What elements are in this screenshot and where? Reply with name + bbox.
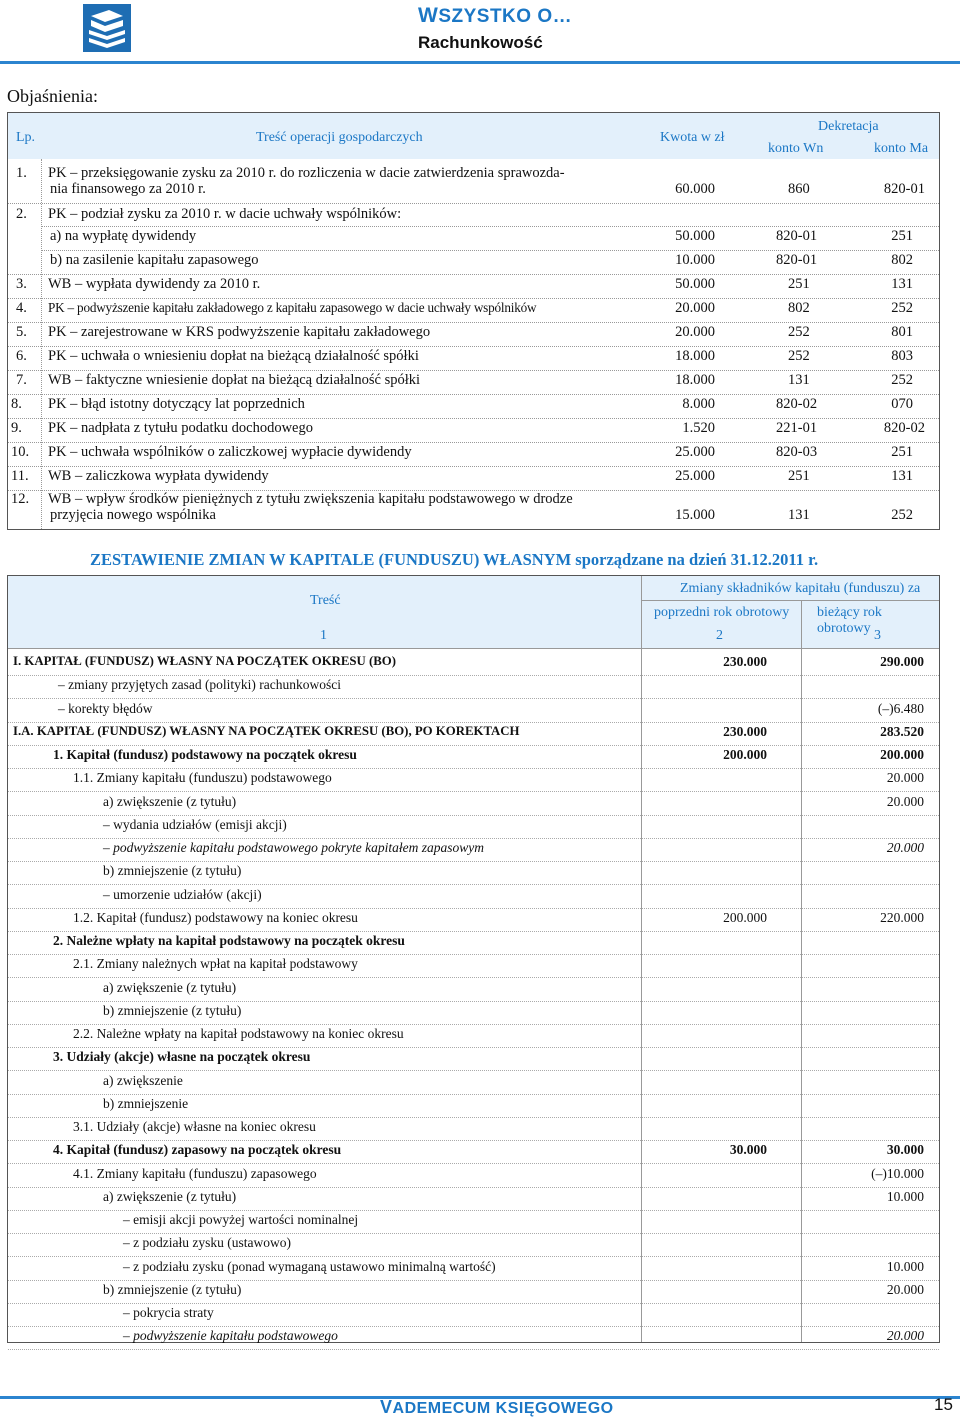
row-curr-year-value: 20.000 xyxy=(886,1328,924,1344)
row-text: PK – podział zysku za 2010 r. w dacie uchwały wspólników: xyxy=(48,206,402,222)
row-amount: 15.000 xyxy=(675,507,715,523)
series-title: WSZYSTKO O… xyxy=(418,4,573,27)
row-text: 1.2. Kapitał (fundusz) podstawowy na koniec okresu xyxy=(73,909,358,925)
table-row xyxy=(8,165,939,203)
row-credit-account: 801 xyxy=(891,324,913,340)
row-text: I. KAPITAŁ (FUNDUSZ) WŁASNY NA POCZĄTEK OKRESU (BO) xyxy=(13,654,396,668)
table-row xyxy=(8,276,939,300)
row-text-continued: nia finansowego za 2010 r. xyxy=(50,181,206,197)
row-separator xyxy=(8,466,939,467)
row-number: 7. xyxy=(16,372,27,388)
row-debit-account: 131 xyxy=(788,507,810,523)
row-text: – pokrycia straty xyxy=(123,1305,214,1320)
row-curr-year-value: 283.520 xyxy=(880,723,924,739)
table-row xyxy=(8,491,939,535)
row-separator xyxy=(8,442,939,443)
row-credit-account: 252 xyxy=(891,300,913,316)
row-text: – z podziału zysku (ustawowo) xyxy=(123,1235,291,1251)
row-text: PK – podwyższenie kapitału zakładowego z kapitału zapasowego w dacie uchwały wspólników xyxy=(48,300,537,315)
table-row xyxy=(8,1210,939,1233)
row-debit-account: 820-01 xyxy=(776,228,818,244)
column-divider xyxy=(41,159,42,529)
table-row xyxy=(8,745,939,768)
row-number: 4. xyxy=(16,300,27,316)
row-text: PK – nadpłata z tytułu podatku dochodowego xyxy=(48,420,313,436)
row-credit-account: 252 xyxy=(891,372,913,388)
row-text: PK – błąd istotny dotyczący lat poprzednich xyxy=(48,396,305,412)
row-credit-account: 251 xyxy=(891,444,913,460)
row-amount: 20.000 xyxy=(675,300,715,316)
column-number-1: 1 xyxy=(320,628,327,643)
row-amount: 1.520 xyxy=(682,420,715,436)
table-row xyxy=(8,1280,939,1303)
row-text: I.A. KAPITAŁ (FUNDUSZ) WŁASNY NA POCZĄTEK OKRESU (BO), PO KOREKTACH xyxy=(13,723,520,738)
row-debit-account: 802 xyxy=(788,300,810,316)
table-row xyxy=(8,1047,939,1070)
header-content: Treść operacji gospodarczych xyxy=(256,130,423,145)
row-text: – korekty błędów xyxy=(58,700,153,716)
row-text: PK – przeksięgowanie zysku za 2010 r. do rozliczenia w dacie zatwierdzenia sprawozda- xyxy=(48,165,565,181)
row-separator xyxy=(8,1349,939,1350)
row-curr-year-value: 220.000 xyxy=(880,909,924,925)
row-amount: 50.000 xyxy=(675,228,715,244)
row-curr-year-value: 10.000 xyxy=(886,1258,924,1274)
row-curr-year-value: 20.000 xyxy=(886,770,924,786)
row-amount: 60.000 xyxy=(675,181,715,197)
row-text: a) zwiększenie xyxy=(103,1072,183,1088)
row-debit-account: 820-03 xyxy=(776,444,818,460)
column-divider xyxy=(801,648,802,1342)
table-row xyxy=(8,652,939,675)
row-text: b) zmniejszenie (z tytułu) xyxy=(103,1281,242,1297)
row-text: 1.1. Zmiany kapitału (funduszu) podstawowego xyxy=(73,770,332,786)
row-separator xyxy=(8,394,939,395)
row-debit-account: 860 xyxy=(788,181,810,197)
equity-statement-title: ZESTAWIENIE ZMIAN W KAPITALE (FUNDUSZU) WŁASNYM sporządzane na dzień 31.12.2011 r. xyxy=(90,550,819,569)
explanations-title: Objaśnienia: xyxy=(7,86,98,106)
table-row xyxy=(8,1233,939,1256)
row-amount: 25.000 xyxy=(675,444,715,460)
row-number: 6. xyxy=(16,348,27,364)
table-row xyxy=(8,768,939,791)
row-prev-year-value: 200.000 xyxy=(723,747,767,762)
books-icon xyxy=(83,4,131,52)
table-row xyxy=(8,908,939,931)
header-lp: Lp. xyxy=(16,130,36,145)
row-text: PK – uchwała wspólników o zaliczkowej wypłacie dywidendy xyxy=(48,444,412,460)
table-row xyxy=(8,396,939,420)
row-curr-year-value: (–)10.000 xyxy=(871,1165,924,1181)
table-row xyxy=(8,1257,939,1280)
column-number-2: 2 xyxy=(716,628,723,643)
row-debit-account: 131 xyxy=(788,372,810,388)
row-text: – emisji akcji powyżej wartości nominalnej xyxy=(123,1212,359,1227)
row-debit-account: 820-02 xyxy=(776,396,818,412)
table-row xyxy=(8,1140,939,1163)
row-number: 10. xyxy=(11,444,30,460)
row-text: – podwyższenie kapitału podstawowego xyxy=(123,1328,338,1344)
row-prev-year-value: 230.000 xyxy=(723,723,767,739)
row-number: 11. xyxy=(11,468,29,484)
header-changes: Zmiany składników kapitału (funduszu) za xyxy=(680,581,921,596)
table-row xyxy=(8,1001,939,1024)
table-row xyxy=(8,1303,939,1326)
header-rule xyxy=(0,61,960,64)
row-text: b) zmniejszenie (z tytułu) xyxy=(103,863,242,879)
row-amount: 18.000 xyxy=(675,372,715,388)
row-curr-year-value: 20.000 xyxy=(886,1281,924,1297)
row-text-continued: przyjęcia nowego wspólnika xyxy=(50,507,216,523)
row-curr-year-value: 10.000 xyxy=(886,1188,924,1204)
row-text: b) na zasilenie kapitału zapasowego xyxy=(50,252,259,268)
table-row xyxy=(8,444,939,468)
row-debit-account: 251 xyxy=(788,468,810,484)
column-number-3: 3 xyxy=(874,628,881,643)
row-separator xyxy=(8,274,939,275)
row-curr-year-value: 290.000 xyxy=(880,654,924,669)
row-credit-account: 070 xyxy=(891,396,913,412)
row-number: 3. xyxy=(16,276,27,292)
row-number: 12. xyxy=(11,491,30,507)
row-text: 2.1. Zmiany należnych wpłat na kapitał podstawowy xyxy=(73,956,358,972)
row-separator xyxy=(8,322,939,323)
row-prev-year-value: 200.000 xyxy=(723,909,767,925)
footer-title: VADEMECUM KSIĘGOWEGO xyxy=(380,1397,614,1417)
table-row xyxy=(8,978,939,1001)
row-credit-account: 252 xyxy=(891,507,913,523)
header-prev-year: poprzedni rok obrotowy xyxy=(654,605,790,620)
row-text: 3. Udziały (akcje) własne na początek okresu xyxy=(53,1049,311,1065)
row-credit-account: 820-02 xyxy=(883,420,925,436)
row-text: 2.2. Należne wpłaty na kapitał podstawowy na koniec okresu xyxy=(73,1026,404,1041)
row-separator xyxy=(8,298,939,299)
row-prev-year-value: 30.000 xyxy=(729,1142,767,1158)
header-curr-year: bieżący rok obrotowy xyxy=(817,605,882,636)
table-row xyxy=(8,861,939,884)
row-separator xyxy=(8,418,939,419)
operations-table xyxy=(7,112,940,530)
row-text: PK – uchwała o wniesieniu dopłat na bieżącą działalność spółki xyxy=(48,348,419,364)
table-row xyxy=(8,1164,939,1187)
table-row xyxy=(8,1117,939,1140)
table-row xyxy=(8,675,939,698)
row-text: 3.1. Udziały (akcje) własne na koniec okresu xyxy=(73,1119,316,1134)
row-prev-year-value: 230.000 xyxy=(723,654,767,669)
row-text: a) zwiększenie (z tytułu) xyxy=(103,1188,237,1204)
row-credit-account: 802 xyxy=(891,252,913,268)
header-amount: Kwota w zł xyxy=(660,130,725,145)
row-credit-account: 803 xyxy=(891,348,913,364)
row-text: WB – faktyczne wniesienie dopłat na bieżącą działalność spółki xyxy=(48,372,421,388)
row-amount: 10.000 xyxy=(675,252,715,268)
row-curr-year-value: (–)6.480 xyxy=(877,700,924,716)
row-amount: 25.000 xyxy=(675,468,715,484)
row-text: – podwyższenie kapitału podstawowego pokryte kapitałem zapasowym xyxy=(103,840,484,855)
header-divider xyxy=(641,600,939,601)
table-row xyxy=(8,885,939,908)
page-number: 15 xyxy=(934,1395,953,1414)
row-separator xyxy=(8,203,939,204)
row-credit-account: 131 xyxy=(891,276,913,292)
table-row xyxy=(8,792,939,815)
header-posting: Dekretacja xyxy=(818,119,879,134)
row-text: WB – zaliczkowa wypłata dywidendy xyxy=(48,468,269,484)
row-amount: 8.000 xyxy=(682,396,715,412)
row-text: WB – wpływ środków pieniężnych z tytułu zwiększenia kapitału podstawowego w drodze xyxy=(48,491,573,507)
table-row xyxy=(8,699,939,722)
section-title: Rachunkowość xyxy=(418,33,543,52)
row-curr-year-value: 30.000 xyxy=(886,1142,924,1158)
row-text: 2. Należne wpłaty na kapitał podstawowy na początek okresu xyxy=(53,933,405,948)
row-text: a) na wypłatę dywidendy xyxy=(50,228,197,244)
row-debit-account: 221-01 xyxy=(776,420,818,436)
row-text: PK – zarejestrowane w KRS podwyższenie kapitału zakładowego xyxy=(48,324,431,340)
header-divider xyxy=(8,648,939,649)
row-debit-account: 251 xyxy=(788,276,810,292)
row-text: 1. Kapitał (fundusz) podstawowy na początek okresu xyxy=(53,747,357,762)
table-row xyxy=(8,252,939,276)
table-row xyxy=(8,1326,939,1349)
table-row xyxy=(8,954,939,977)
row-text: – z podziału zysku (ponad wymaganą ustawowo minimalną wartość) xyxy=(123,1258,496,1274)
row-text: b) zmniejszenie xyxy=(103,1095,189,1111)
row-debit-account: 252 xyxy=(788,324,810,340)
row-text: WB – wypłata dywidendy za 2010 r. xyxy=(48,276,261,292)
row-debit-account: 252 xyxy=(788,348,810,364)
header-dr: konto Wn xyxy=(768,141,824,156)
row-curr-year-value: 20.000 xyxy=(886,793,924,809)
table-row xyxy=(8,1094,939,1117)
table-row xyxy=(8,931,939,954)
row-credit-account: 251 xyxy=(891,228,913,244)
row-credit-account: 131 xyxy=(891,468,913,484)
row-number: 1. xyxy=(16,165,27,181)
row-number: 2. xyxy=(16,206,27,222)
table-row xyxy=(8,348,939,372)
table-row xyxy=(8,228,939,252)
table-row xyxy=(8,206,939,228)
row-amount: 20.000 xyxy=(675,324,715,340)
table-row xyxy=(8,324,939,348)
row-text: 4.1. Zmiany kapitału (funduszu) zapasowego xyxy=(73,1165,317,1181)
row-credit-account: 820-01 xyxy=(883,181,925,197)
table-row xyxy=(8,1071,939,1094)
table-row xyxy=(8,420,939,444)
row-number: 8. xyxy=(11,396,22,412)
header-content: Treść xyxy=(310,593,341,608)
row-number: 5. xyxy=(16,324,27,340)
row-separator xyxy=(8,370,939,371)
row-amount: 50.000 xyxy=(675,276,715,292)
row-debit-account: 820-01 xyxy=(776,252,818,268)
equity-statement-table xyxy=(7,575,940,1343)
header-cr: konto Ma xyxy=(874,141,929,156)
table-row xyxy=(8,300,939,324)
row-curr-year-value: 200.000 xyxy=(880,747,924,762)
row-text: a) zwiększenie (z tytułu) xyxy=(103,793,237,809)
table-row xyxy=(8,838,939,861)
row-text: a) zwiększenie (z tytułu) xyxy=(103,979,237,995)
row-text: 4. Kapitał (fundusz) zapasowy na początek okresu xyxy=(53,1142,342,1158)
row-separator xyxy=(8,490,939,491)
row-text: – umorzenie udziałów (akcji) xyxy=(103,886,262,902)
row-separator xyxy=(42,226,939,227)
row-text: b) zmniejszenie (z tytułu) xyxy=(103,1002,242,1018)
row-separator xyxy=(42,250,939,251)
table-row xyxy=(8,1024,939,1047)
row-text: – zmiany przyjętych zasad (polityki) rachunkowości xyxy=(58,677,342,693)
table-row xyxy=(8,468,939,491)
table-row xyxy=(8,815,939,838)
table-row xyxy=(8,372,939,396)
table-row xyxy=(8,1187,939,1210)
row-curr-year-value: 20.000 xyxy=(886,840,924,855)
row-separator xyxy=(8,346,939,347)
table-row xyxy=(8,722,939,745)
row-amount: 18.000 xyxy=(675,348,715,364)
row-text: – wydania udziałów (emisji akcji) xyxy=(103,816,287,832)
row-number: 9. xyxy=(11,420,22,436)
